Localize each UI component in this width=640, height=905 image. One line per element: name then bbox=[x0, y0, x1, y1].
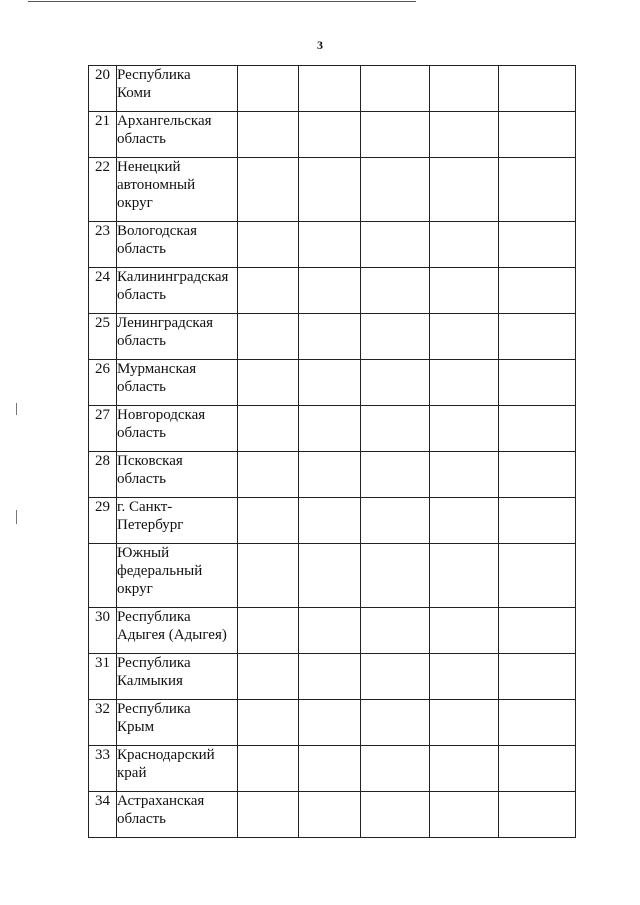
margin-mark bbox=[16, 510, 17, 524]
empty-cell bbox=[430, 700, 499, 746]
empty-cell bbox=[299, 406, 361, 452]
table-row bbox=[89, 792, 576, 838]
row-number: 27 bbox=[89, 406, 117, 452]
empty-cell bbox=[238, 452, 299, 498]
table-row bbox=[89, 746, 576, 792]
row-number: 21 bbox=[89, 112, 117, 158]
region-name-line: автономный bbox=[117, 177, 196, 193]
region-name-line: Калмыкия bbox=[117, 673, 183, 689]
row-number: 22 bbox=[89, 158, 117, 222]
empty-cell bbox=[361, 66, 430, 112]
empty-cell bbox=[499, 700, 576, 746]
empty-cell bbox=[499, 112, 576, 158]
region-name-line: Петербург bbox=[117, 517, 184, 533]
empty-cell bbox=[299, 792, 361, 838]
region-name-line: Ненецкий bbox=[117, 159, 181, 175]
region-name-line: Ленинградская bbox=[117, 315, 214, 331]
table-row bbox=[89, 608, 576, 654]
empty-cell bbox=[499, 452, 576, 498]
row-number: 31 bbox=[89, 654, 117, 700]
table-row bbox=[89, 406, 576, 452]
empty-cell bbox=[238, 66, 299, 112]
region-name bbox=[117, 66, 238, 112]
empty-cell bbox=[238, 158, 299, 222]
empty-cell bbox=[430, 314, 499, 360]
region-name bbox=[117, 314, 238, 360]
empty-cell bbox=[299, 222, 361, 268]
empty-cell bbox=[238, 746, 299, 792]
empty-cell bbox=[499, 498, 576, 544]
table-row bbox=[89, 498, 576, 544]
empty-cell bbox=[361, 222, 430, 268]
region-name-line: Крым bbox=[117, 719, 155, 735]
empty-cell bbox=[430, 158, 499, 222]
empty-cell bbox=[499, 746, 576, 792]
region-name bbox=[117, 544, 238, 608]
table-row bbox=[89, 314, 576, 360]
empty-cell bbox=[361, 158, 430, 222]
row-number: 34 bbox=[89, 792, 117, 838]
region-name-line: федеральный bbox=[117, 563, 203, 579]
empty-cell bbox=[299, 158, 361, 222]
region-name-line: область bbox=[117, 811, 166, 827]
region-name-line: Адыгея (Адыгея) bbox=[117, 627, 227, 643]
empty-cell bbox=[499, 654, 576, 700]
region-name bbox=[117, 222, 238, 268]
empty-cell bbox=[361, 608, 430, 654]
region-name-line: область bbox=[117, 379, 166, 395]
row-number: 20 bbox=[89, 66, 117, 112]
empty-cell bbox=[238, 654, 299, 700]
empty-cell bbox=[430, 268, 499, 314]
region-name-line: Новгородская bbox=[117, 407, 206, 423]
region-name-line: область bbox=[117, 471, 166, 487]
empty-cell bbox=[499, 544, 576, 608]
margin-mark bbox=[16, 403, 17, 415]
empty-cell bbox=[430, 222, 499, 268]
region-name-line: Астраханская bbox=[117, 793, 205, 809]
region-name-line: Архангельская bbox=[117, 113, 212, 129]
empty-cell bbox=[499, 268, 576, 314]
region-name bbox=[117, 158, 238, 222]
empty-cell bbox=[361, 406, 430, 452]
empty-cell bbox=[499, 608, 576, 654]
empty-cell bbox=[299, 746, 361, 792]
empty-cell bbox=[238, 406, 299, 452]
empty-cell bbox=[361, 112, 430, 158]
empty-cell bbox=[299, 112, 361, 158]
row-number: 25 bbox=[89, 314, 117, 360]
region-name-line: Мурманская bbox=[117, 361, 197, 377]
empty-cell bbox=[238, 498, 299, 544]
region-name-line: Краснодарский bbox=[117, 747, 215, 763]
empty-cell bbox=[238, 268, 299, 314]
region-name bbox=[117, 746, 238, 792]
empty-cell bbox=[299, 654, 361, 700]
regions-table bbox=[88, 65, 576, 838]
row-number: 24 bbox=[89, 268, 117, 314]
row-number: 28 bbox=[89, 452, 117, 498]
region-name-line: область bbox=[117, 425, 166, 441]
empty-cell bbox=[361, 498, 430, 544]
row-number: 23 bbox=[89, 222, 117, 268]
region-name-line: область bbox=[117, 131, 166, 147]
empty-cell bbox=[430, 66, 499, 112]
empty-cell bbox=[299, 544, 361, 608]
empty-cell bbox=[361, 360, 430, 406]
empty-cell bbox=[299, 608, 361, 654]
empty-cell bbox=[430, 654, 499, 700]
region-name-line: Республика bbox=[117, 609, 191, 625]
region-name bbox=[117, 268, 238, 314]
region-name-line: область bbox=[117, 287, 166, 303]
region-name bbox=[117, 112, 238, 158]
empty-cell bbox=[499, 222, 576, 268]
empty-cell bbox=[238, 360, 299, 406]
row-number: 33 bbox=[89, 746, 117, 792]
empty-cell bbox=[430, 608, 499, 654]
region-name-line: край bbox=[117, 765, 147, 781]
region-name-line: Вологодская bbox=[117, 223, 198, 239]
region-name-line: область bbox=[117, 241, 166, 257]
empty-cell bbox=[238, 112, 299, 158]
empty-cell bbox=[299, 360, 361, 406]
region-name-line: Коми bbox=[117, 85, 151, 101]
region-name-line: Республика bbox=[117, 701, 191, 717]
region-name bbox=[117, 608, 238, 654]
region-name bbox=[117, 360, 238, 406]
empty-cell bbox=[430, 544, 499, 608]
empty-cell bbox=[361, 268, 430, 314]
region-name bbox=[117, 792, 238, 838]
region-name-line: Калининградская bbox=[117, 269, 229, 285]
region-name-line: Республика bbox=[117, 67, 191, 83]
region-name bbox=[117, 700, 238, 746]
empty-cell bbox=[299, 700, 361, 746]
empty-cell bbox=[430, 406, 499, 452]
empty-cell bbox=[499, 158, 576, 222]
table-row bbox=[89, 360, 576, 406]
region-name bbox=[117, 498, 238, 544]
empty-cell bbox=[299, 452, 361, 498]
top-rule bbox=[28, 1, 416, 2]
empty-cell bbox=[361, 654, 430, 700]
empty-cell bbox=[499, 406, 576, 452]
table-row bbox=[89, 654, 576, 700]
region-name-line: Южный bbox=[117, 545, 170, 561]
region-name-line: область bbox=[117, 333, 166, 349]
empty-cell bbox=[361, 700, 430, 746]
row-number: 30 bbox=[89, 608, 117, 654]
empty-cell bbox=[299, 314, 361, 360]
region-name-line: Республика bbox=[117, 655, 191, 671]
row-number bbox=[89, 544, 117, 608]
empty-cell bbox=[430, 112, 499, 158]
table-row bbox=[89, 268, 576, 314]
empty-cell bbox=[238, 608, 299, 654]
empty-cell bbox=[238, 700, 299, 746]
empty-cell bbox=[299, 268, 361, 314]
region-name bbox=[117, 406, 238, 452]
empty-cell bbox=[499, 66, 576, 112]
empty-cell bbox=[238, 314, 299, 360]
region-name-line: округ bbox=[117, 195, 153, 211]
row-number: 26 bbox=[89, 360, 117, 406]
region-name bbox=[117, 654, 238, 700]
row-number: 32 bbox=[89, 700, 117, 746]
empty-cell bbox=[499, 792, 576, 838]
table-row bbox=[89, 544, 576, 608]
empty-cell bbox=[238, 544, 299, 608]
empty-cell bbox=[299, 498, 361, 544]
empty-cell bbox=[299, 66, 361, 112]
table-row bbox=[89, 700, 576, 746]
table-row bbox=[89, 158, 576, 222]
region-name-line: округ bbox=[117, 581, 153, 597]
empty-cell bbox=[361, 746, 430, 792]
region-name-line: Псковская bbox=[117, 453, 183, 469]
empty-cell bbox=[238, 792, 299, 838]
table-row bbox=[89, 452, 576, 498]
region-name-line: г. Санкт- bbox=[117, 499, 173, 515]
empty-cell bbox=[499, 314, 576, 360]
empty-cell bbox=[238, 222, 299, 268]
empty-cell bbox=[361, 792, 430, 838]
page-number: 3 bbox=[317, 38, 323, 52]
empty-cell bbox=[361, 452, 430, 498]
empty-cell bbox=[430, 452, 499, 498]
table-row bbox=[89, 66, 576, 112]
region-name bbox=[117, 452, 238, 498]
empty-cell bbox=[361, 544, 430, 608]
table-row bbox=[89, 112, 576, 158]
row-number: 29 bbox=[89, 498, 117, 544]
empty-cell bbox=[430, 746, 499, 792]
regions-table-body bbox=[89, 66, 576, 838]
empty-cell bbox=[361, 314, 430, 360]
empty-cell bbox=[499, 360, 576, 406]
empty-cell bbox=[430, 792, 499, 838]
empty-cell bbox=[430, 498, 499, 544]
empty-cell bbox=[430, 360, 499, 406]
table-row bbox=[89, 222, 576, 268]
